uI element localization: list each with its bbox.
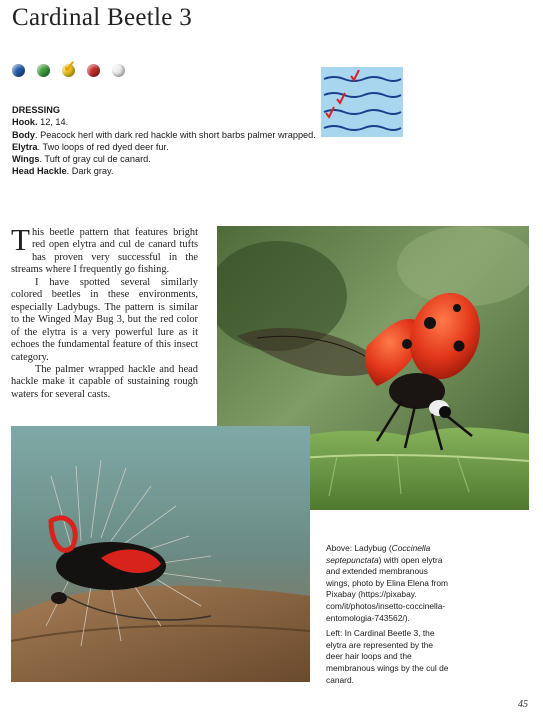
difficulty-dot-red	[87, 64, 100, 77]
page-number: 45	[518, 699, 528, 710]
dressing-heading: DRESSING	[12, 105, 60, 115]
page-title: Cardinal Beetle 3	[12, 4, 193, 31]
photo-caption	[326, 543, 450, 690]
difficulty-dot-yellow	[62, 59, 77, 77]
cardinal-beetle-fly-photo	[11, 426, 310, 682]
dressing-wings: Wings. Tuft of gray cul de canard.	[12, 154, 151, 165]
checkmark-icon: ✓	[63, 59, 77, 76]
dressing-body: Body. Peacock herl with dark red hackle with short barbs palmer wrapped.	[12, 129, 316, 140]
difficulty-dot-green	[37, 64, 50, 77]
caption-left: Left: In Cardinal Beetle 3, the elytra are represented by the deer hair loops and the membranous wings by the cul de canard.	[326, 628, 449, 685]
dressing-list	[12, 104, 316, 178]
body-paragraph: The palmer wrapped hackle and head hackle make it capable of sustaining rough waters for several casts.	[11, 363, 198, 400]
dressing-head-hackle: Head Hackle. Dark gray.	[12, 166, 114, 177]
dressing-hook: Hook. 12, 14.	[12, 117, 69, 128]
difficulty-dot-white	[112, 64, 125, 77]
water-level-icon	[321, 67, 403, 137]
body-paragraph: I have spotted several similarly colored beetles in these environments, especially Ladybugs. The pattern is similar to the Winged May Bug 3, but the red color of the elytra is a very powerful lure as it echoes the fundamental feature of this insect category.	[11, 276, 198, 363]
dressing-elytra: Elytra. Two loops of red dyed deer fur.	[12, 141, 169, 152]
caption-above: Above: Ladybug (Coccinella septepunctata) with open elytra and extended membranous wings, photo by Elina Elena from Pixabay (https://pixabay. com/it/photos/insetto-coccinella-entomologia-743562/).	[326, 543, 448, 623]
body-paragraph: This beetle pattern that features bright red open elytra and cul de canard tufts has proven very successful in the streams where I frequently go fishing.	[11, 222, 198, 276]
body-text	[11, 222, 198, 401]
difficulty-rating	[12, 59, 132, 80]
difficulty-dot-blue	[12, 64, 25, 77]
drop-cap: T	[11, 222, 30, 257]
